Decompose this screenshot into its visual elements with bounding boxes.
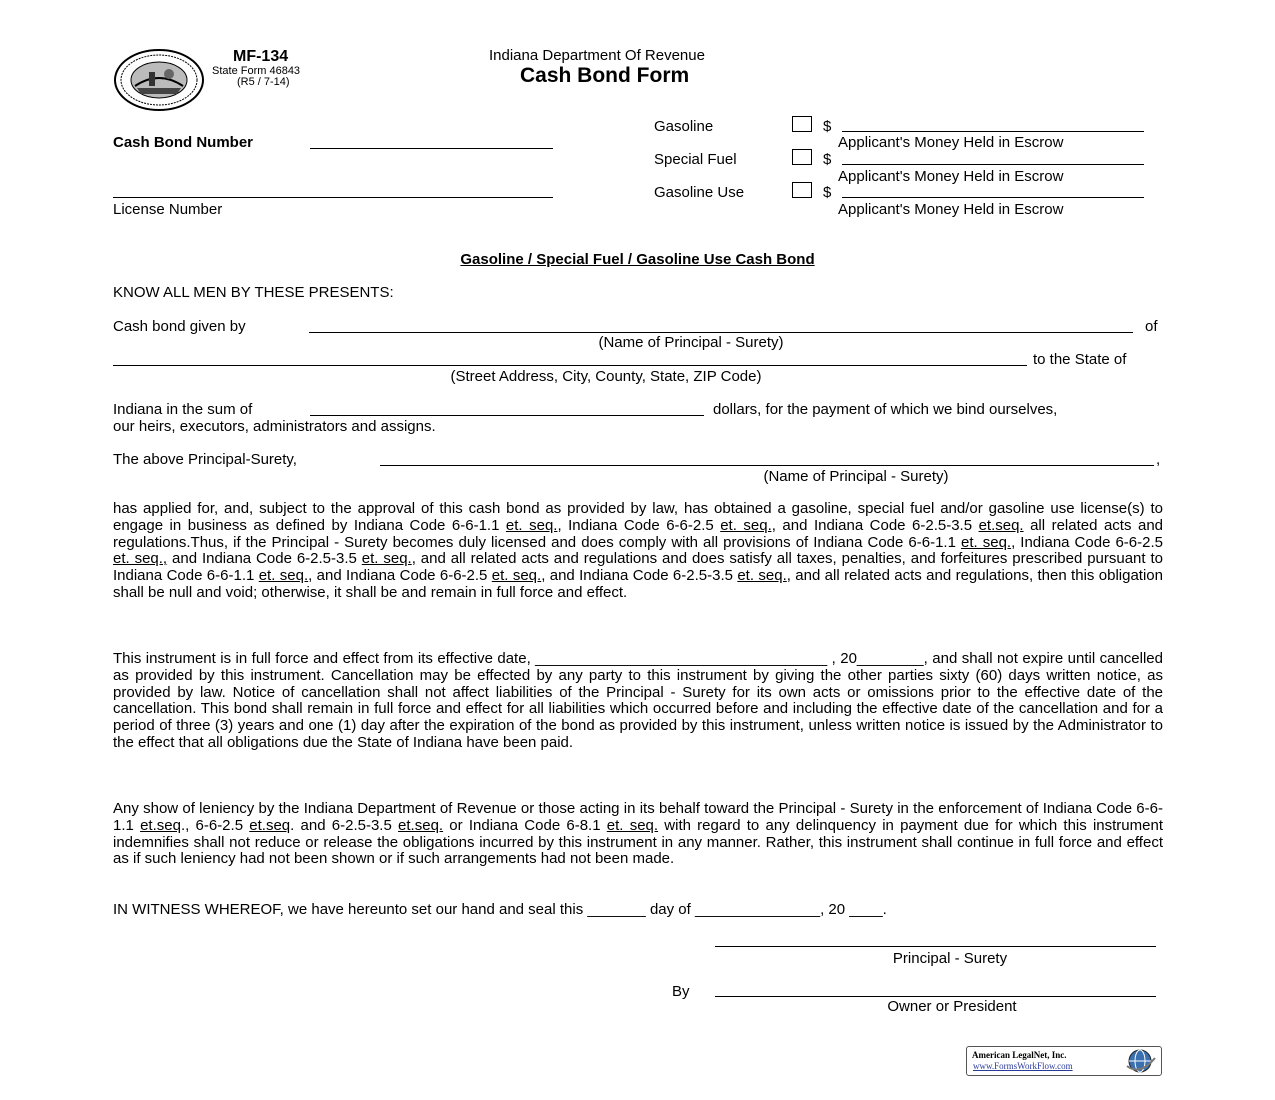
witness-statement: IN WITNESS WHEREOF, we have hereunto set our hand and seal this _______ day of _______________, 20 ____. (113, 901, 887, 918)
special-fuel-amount-field[interactable] (842, 164, 1144, 165)
comma-text: , (1156, 451, 1161, 468)
fuel-type-label: Gasoline (654, 118, 714, 135)
form-revision: (R5 / 7-14) (237, 76, 290, 88)
form-title: Cash Bond Form (520, 64, 690, 87)
cash-bond-number-field[interactable] (310, 148, 553, 149)
above-principal-label: The above Principal-Surety, (113, 451, 297, 468)
principal-name-field-2[interactable] (380, 465, 1154, 466)
of-label: of (1145, 318, 1158, 335)
dollars-text: dollars, for the payment of which we bind ourselves, (713, 401, 1058, 418)
given-by-label: Cash bond given by (113, 318, 246, 335)
license-number-field[interactable] (113, 197, 553, 198)
by-label: By (672, 983, 690, 1000)
gasoline-checkbox[interactable] (792, 116, 812, 132)
state-seal (113, 48, 205, 117)
special-fuel-checkbox[interactable] (792, 149, 812, 165)
intro-text: KNOW ALL MEN BY THESE PRESENTS: (113, 284, 394, 301)
gasoline-use-checkbox[interactable] (792, 182, 812, 198)
sum-label: Indiana in the sum of (113, 401, 253, 418)
state-form-number: State Form 46843 (212, 65, 301, 77)
footer-logo[interactable] (966, 1046, 1162, 1076)
name-caption: (Name of Principal - Surety) (763, 468, 949, 485)
leniency-paragraph: Any show of leniency by the Indiana Department of Revenue or those acting in its behalf toward the Principal - Surety in the enforcement of Indiana Code 6-6-1.1 et.seq., 6-6-2.5 et.seq. and 6-2.5-3.5 et.seq. or Indiana Code 6-8.1 et. seq. with regard to any delinquency in payment due for which this instrument indemnifies shall not reduce or release the obligations incurred by this instrument in any manner. Rather, this instrument shall continue in full force and effect as if such leniency had not been shown or if such arrangements had not been made. (113, 800, 1163, 868)
currency-symbol: $ (823, 184, 832, 201)
principal-signature-line[interactable] (715, 946, 1156, 947)
fuel-type-label: Gasoline Use (654, 184, 745, 201)
name-caption: (Name of Principal - Surety) (598, 334, 784, 351)
logo-url[interactable]: www.FormsWorkFlow.com (973, 1061, 1073, 1071)
bond-amount-field[interactable] (310, 415, 704, 416)
license-number-label: License Number (113, 201, 223, 218)
currency-symbol: $ (823, 151, 832, 168)
principal-caption: Principal - Surety (892, 950, 1008, 967)
address-caption: (Street Address, City, County, State, ZIP Code) (450, 368, 762, 385)
owner-signature-line[interactable] (715, 996, 1156, 997)
section-title: Gasoline / Special Fuel / Gasoline Use Cash Bond (460, 251, 815, 268)
logo-company: American LegalNet, Inc. (972, 1050, 1067, 1060)
department-name: Indiana Department Of Revenue (489, 47, 705, 64)
address-field[interactable] (113, 365, 1027, 366)
heirs-text: our heirs, executors, administrators and assigns. (113, 418, 436, 435)
form-id: MF-134 (233, 48, 289, 65)
owner-caption: Owner or President (887, 998, 1017, 1015)
to-state-label: to the State of (1033, 351, 1127, 368)
escrow-caption: Applicant's Money Held in Escrow (838, 168, 1064, 185)
conditions-paragraph: has applied for, and, subject to the approval of this cash bond as provided by law, has obtained a gasoline, special fuel and/or gasoline use license(s) to engage in business as defined by Indiana Code 6-6-1.1 et. seq., Indiana Code 6-6-2.5 et. seq., and Indiana Code 6-2.5-3.5 et.seq. all related acts and regulations.Thus, if the Principal - Surety becomes duly licensed and does comply with all provisions of Indiana Code 6-6-1.1 et. seq., Indiana Code 6-6-2.5 et. seq., and Indiana Code 6-2.5-3.5 et. seq., and all related acts and regulations and does satisfy all taxes, penalties, and forfeitures prescribed pursuant to Indiana Code 6-6-1.1 et. seq., and Indiana Code 6-6-2.5 et. seq., and Indiana Code 6-2.5-3.5 et. seq., and all related acts and regulations, then this obligation shall be null and void; otherwise, it shall be and remain in full force and effect. (113, 500, 1163, 601)
escrow-caption: Applicant's Money Held in Escrow (838, 134, 1064, 151)
cash-bond-number-label: Cash Bond Number (113, 134, 254, 151)
escrow-caption: Applicant's Money Held in Escrow (838, 201, 1064, 218)
fuel-type-label: Special Fuel (654, 151, 737, 168)
principal-name-field[interactable] (309, 332, 1133, 333)
globe-icon (1123, 1048, 1157, 1079)
effective-date-paragraph: This instrument is in full force and effect from its effective date, ___________________________________ , 20________, and shall not expire until cancelled as provided by this instrument. Cancellation may be effected by any party to this instrument by giving the other parties sixty (60) days written notice, as provided by law. Notice of cancellation shall not affect liabilities of the Principal - Surety for its own acts or omissions prior to the effective date of the cancellation. This bond shall remain in full force and effect for all liabilities which occurred before and including the effective date of the cancellation and for a period of three (3) years and one (1) day after the expiration of the bond as provided by this instrument, unless written notice is issued by the Administrator to the effect that all obligations due the State of Indiana have been paid. (113, 650, 1163, 751)
gasoline-use-amount-field[interactable] (842, 197, 1144, 198)
currency-symbol: $ (823, 118, 832, 135)
gasoline-amount-field[interactable] (842, 131, 1144, 132)
